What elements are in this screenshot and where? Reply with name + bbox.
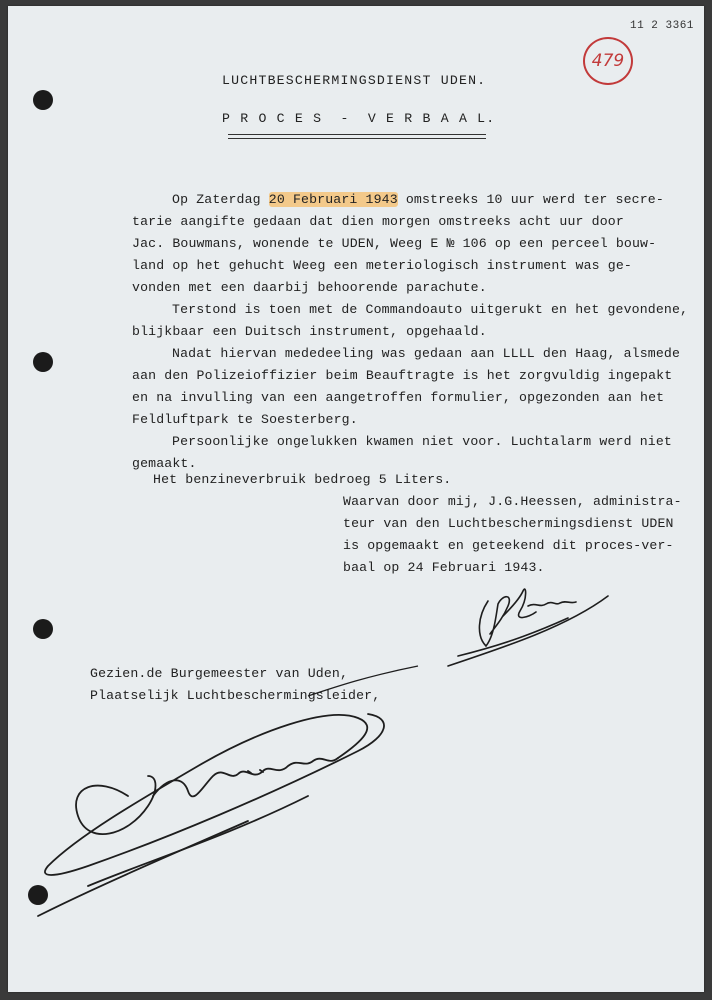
body-line: Jac. Bouwmans, wonende te UDEN, Weeg E № 106 op een perceel bouw- [132, 236, 657, 251]
organisation-heading: LUCHTBESCHERMINGSDIENST UDEN. [222, 73, 487, 88]
body-line: vonden met een daarbij behoorende parachute. [132, 280, 487, 295]
signatures [8, 6, 704, 992]
signature-heessen [448, 589, 608, 666]
body-line: Feldluftpark te Soesterberg. [132, 412, 358, 427]
body-line: land op het gehucht Weeg een meteriologisch instrument was ge- [132, 258, 632, 273]
closing-line: baal op 24 Februari 1943. [343, 560, 545, 575]
body-line: en na invulling van een aangetroffen formulier, opgezonden aan het [132, 390, 665, 405]
document-page [8, 6, 704, 992]
signature-stroke [308, 666, 418, 696]
closing-line: Waarvan door mij, J.G.Heessen, administra- [343, 494, 682, 509]
document-title: P R O C E S - V E R B A A L. [222, 111, 496, 126]
body-line: Het benzineverbruik bedroeg 5 Liters. [153, 472, 452, 487]
closing-line: teur van den Luchtbeschermingsdienst UDEN [343, 516, 674, 531]
seen-by-line: Plaatselijk Luchtbeschermingsleider, [90, 688, 381, 703]
body-line: Op Zaterdag 20 Februari 1943 omstreeks 10 uur werd ter secre- [172, 192, 664, 207]
highlighted-date: 20 Februari 1943 [268, 192, 398, 207]
body-line: Nadat hiervan mededeeling was gedaan aan LLLL den Haag, alsmede [172, 346, 681, 361]
body-line: aan den Polizeioffizier beim Beauftragte is het zorgvuldig ingepakt [132, 368, 673, 383]
body-line: tarie aangifte gedaan dat dien morgen omstreeks acht uur door [132, 214, 624, 229]
body-line: blijkbaar een Duitsch instrument, opgehaald. [132, 324, 487, 339]
signature-mayor [38, 714, 384, 916]
body-line: Terstond is toen met de Commandoauto uitgerukt en het gevondene, [172, 302, 689, 317]
seen-by-line: Gezien.de Burgemeester van Uden, [90, 666, 349, 681]
closing-line: is opgemaakt en geteekend dit proces-ver- [343, 538, 674, 553]
body-line: gemaakt. [132, 456, 197, 471]
page-number-stamp: 479 [583, 37, 633, 85]
archive-reference: 11 2 3361 [630, 20, 694, 32]
body-line: Persoonlijke ongelukken kwamen niet voor. Luchtalarm werd niet [172, 434, 672, 449]
